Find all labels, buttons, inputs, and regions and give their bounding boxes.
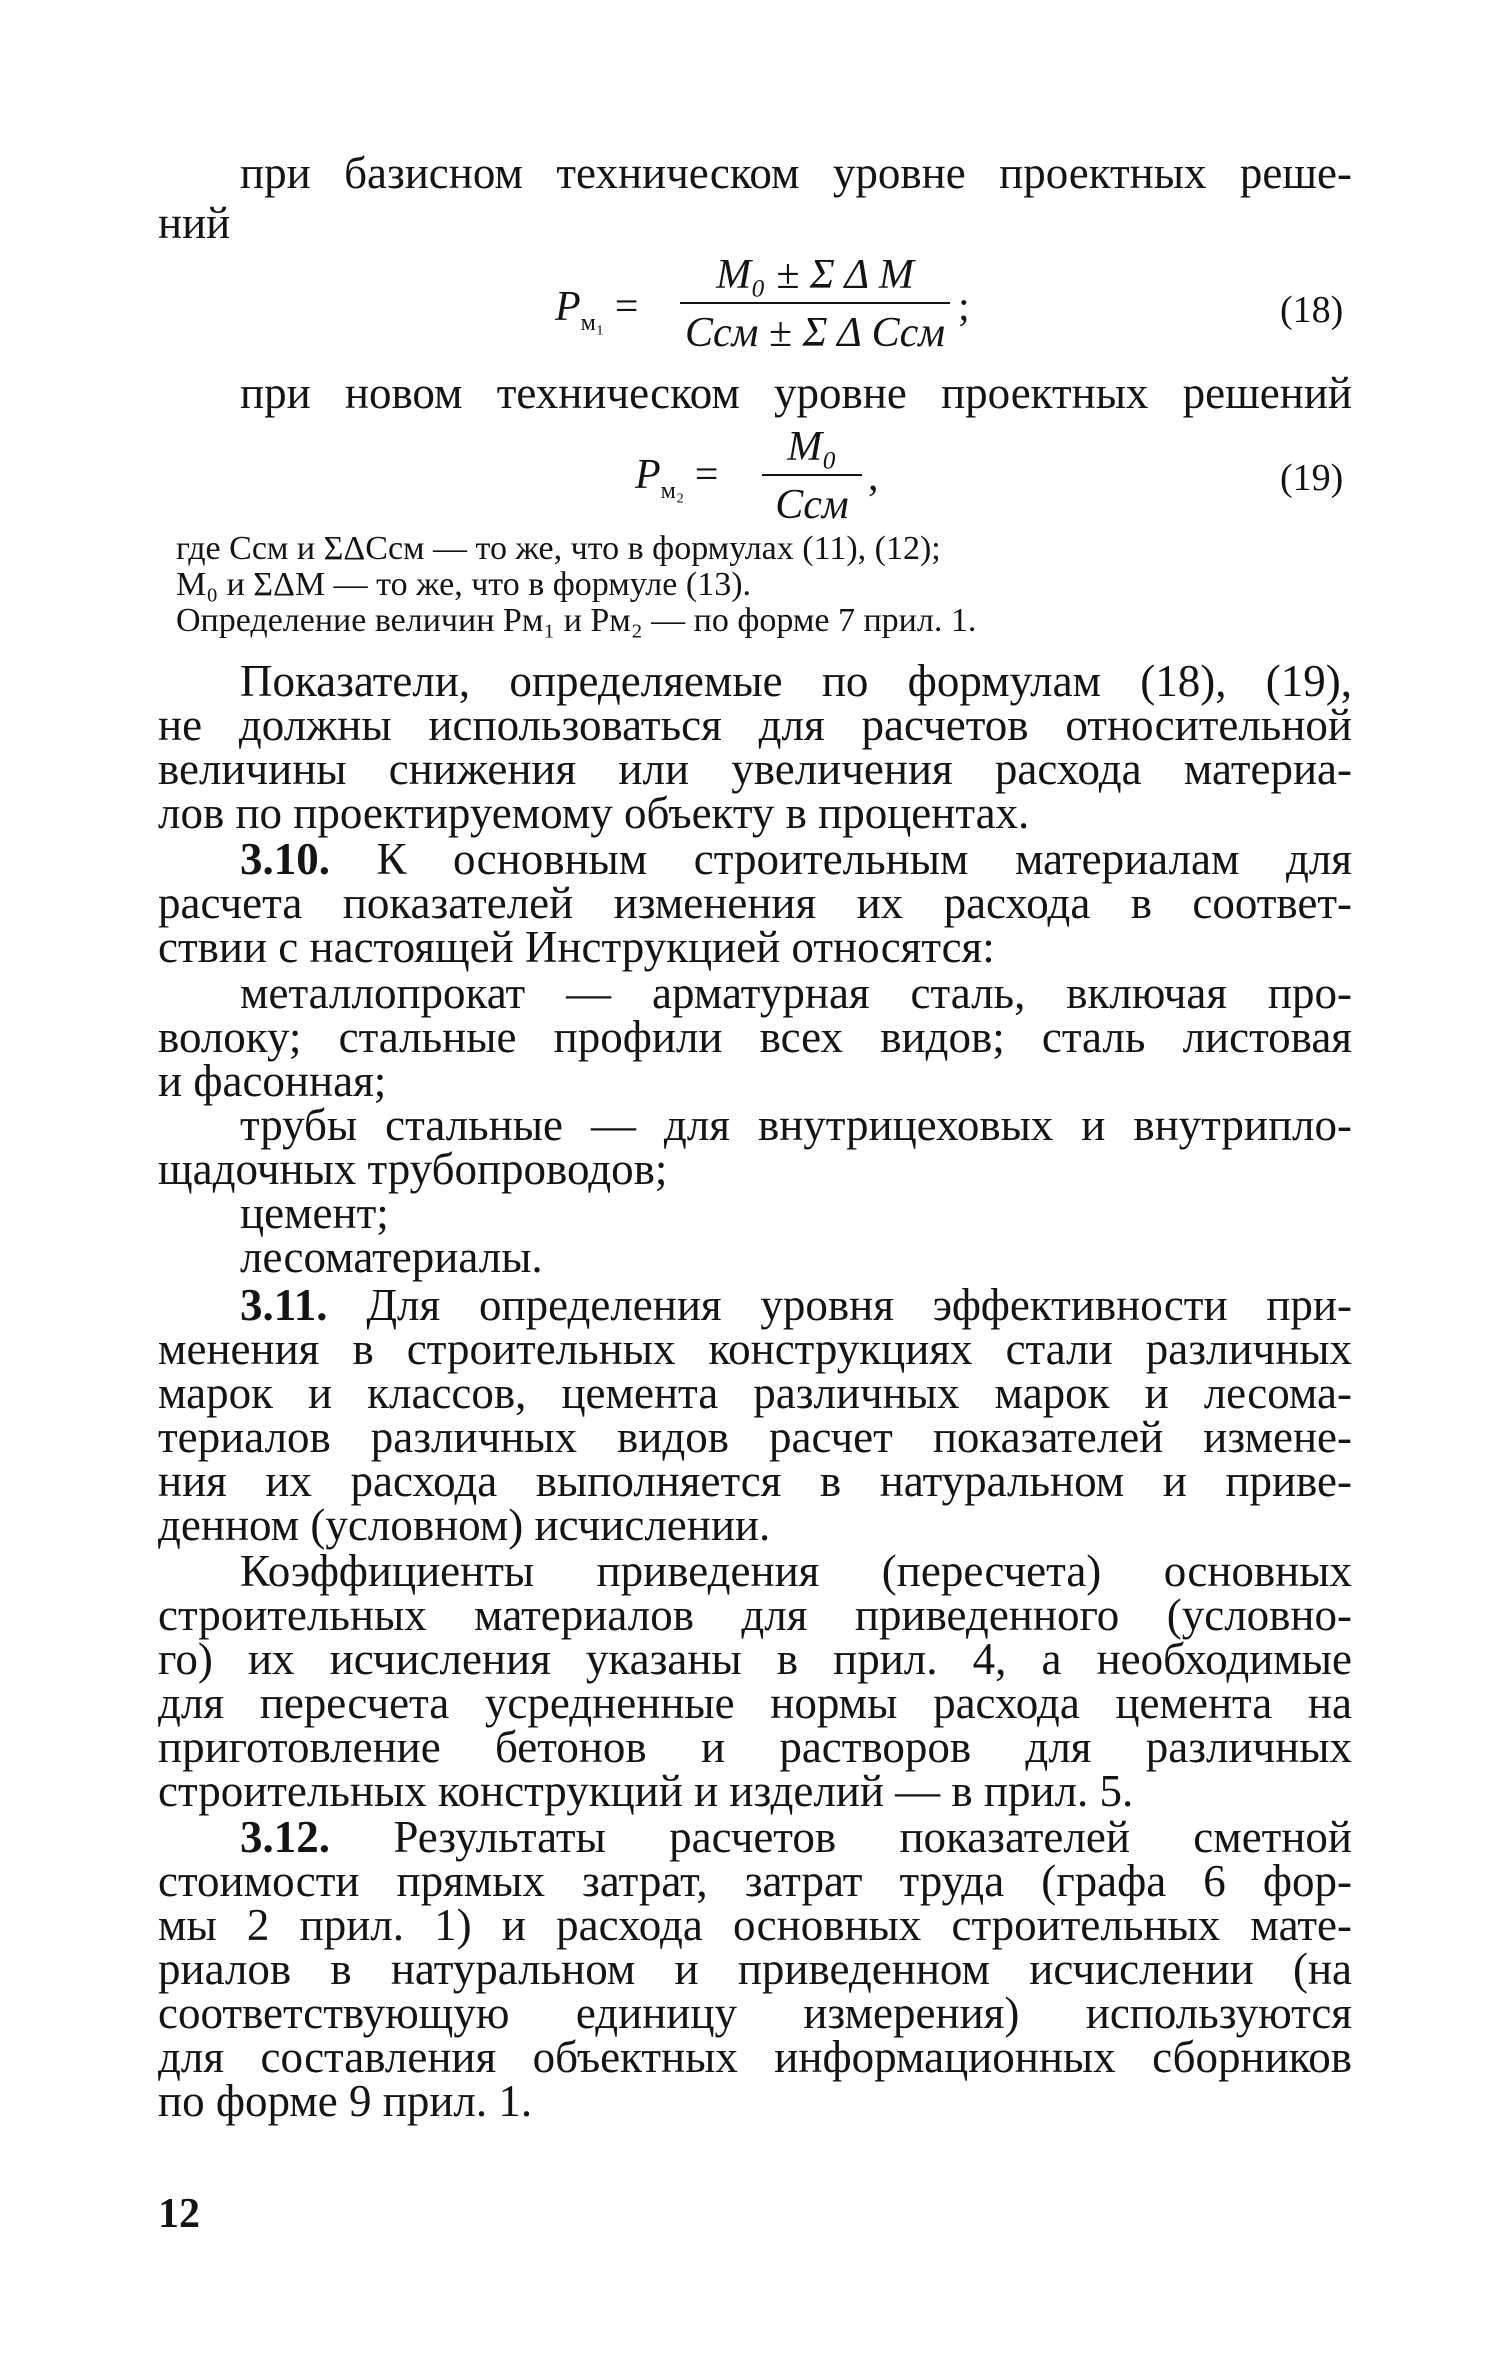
list-line-2: волоку; стальные профили всех видов; сталь листовая xyxy=(158,1012,1352,1062)
para1-line-1: Показатели, определяемые по формулам (18), (19), xyxy=(240,656,1352,706)
note-line-1: где Cсм и ΣΔCсм — то же, что в формулах (11), (12); xyxy=(176,530,941,567)
formula-19-sub: м₂ xyxy=(660,478,685,504)
formula-18-sub: м₁ xyxy=(580,310,605,336)
formula-19-punct: , xyxy=(868,454,879,500)
formula-18-p: P xyxy=(555,284,581,330)
formula-19-fraction xyxy=(762,424,862,528)
formula-18-lhs xyxy=(555,284,638,336)
section-number-3-10: 3.10. xyxy=(240,834,330,884)
para-3-12-line-5: соответствующую единицу измерения) используются xyxy=(158,1988,1352,2038)
formula-19-denominator: Cсм xyxy=(775,482,849,528)
para-3-12-line-1 xyxy=(240,1812,1352,1862)
para1-line-2: не должны использоваться для расчетов относительной xyxy=(158,700,1352,750)
para4-line-5: приготовление бетонов и растворов для различных xyxy=(158,1722,1352,1772)
para-3-11-line-4: териалов различных видов расчет показателей измене- xyxy=(158,1412,1352,1462)
section-number-3-12: 3.12. xyxy=(240,1812,330,1862)
para4-line-2: строительных материалов для приведенного (условно- xyxy=(158,1590,1352,1640)
para-3-11-first: Для определения уровня эффективности при- xyxy=(366,1280,1352,1330)
para-3-10-line-3: ствии с настоящей Инструкцией относятся: xyxy=(158,922,995,972)
para-3-10-line-1 xyxy=(240,834,1352,884)
para-3-12-first: Результаты расчетов показателей сметной xyxy=(393,1812,1352,1862)
formula-18-number: (18) xyxy=(1280,289,1344,331)
list-line-4: трубы стальные — для внутрицеховых и внутрипло- xyxy=(240,1100,1352,1150)
intro-line-3: при новом техническом уровне проектных решений xyxy=(240,368,1352,418)
formula-19-number: (19) xyxy=(1280,457,1344,499)
para-3-11-line-5: ния их расхода выполняется в натуральном и приве- xyxy=(158,1456,1352,1506)
intro-line-1: при базисном техническом уровне проектных реше- xyxy=(240,148,1352,198)
formula-19-p: P xyxy=(635,452,661,498)
para-3-11-line-2: менения в строительных конструкциях стали различных xyxy=(158,1324,1352,1374)
list-line-6: цемент; xyxy=(240,1188,389,1238)
para-3-12-line-2: стоимости прямых затрат, затрат труда (графа 6 фор- xyxy=(158,1856,1352,1906)
para-3-11-line-3: марок и классов, цемента различных марок и лесома- xyxy=(158,1368,1352,1418)
para-3-12-line-6: для составления объектных информационных сборников xyxy=(158,2032,1352,2082)
para4-line-6: строительных конструкций и изделий — в прил. 5. xyxy=(158,1766,1134,1816)
formula-18-fraction xyxy=(680,252,950,356)
formula-19-numerator: M₀ xyxy=(787,424,837,470)
para-3-11-line-6: денном (условном) исчислении. xyxy=(158,1500,771,1550)
formula-19-lhs xyxy=(635,452,718,504)
para-3-11-line-1 xyxy=(240,1280,1352,1330)
formula-18-eq: = xyxy=(614,284,639,330)
list-line-7: лесоматериалы. xyxy=(240,1232,543,1282)
list-line-3: и фасонная; xyxy=(158,1056,387,1106)
para4-line-3: го) их исчисления указаны в прил. 4, а необходимые xyxy=(158,1634,1352,1684)
formula-18-denominator: Cсм ± Σ Δ Cсм xyxy=(684,310,946,356)
note-line-2: M₀ и ΣΔM — то же, что в формуле (13). xyxy=(176,566,752,603)
para-3-12-line-4: риалов в натуральном и приведенном исчислении (на xyxy=(158,1944,1352,1994)
para4-line-4: для пересчета усредненные нормы расхода цемента на xyxy=(158,1678,1352,1728)
formula-18-bar xyxy=(680,302,950,304)
para1-line-4: лов по проектируемому объекту в процентах. xyxy=(158,788,1030,838)
formula-19-bar xyxy=(762,474,862,476)
formula-18-punct: ; xyxy=(958,284,970,330)
para-3-12-line-7: по форме 9 прил. 1. xyxy=(158,2076,533,2126)
list-line-5: щадочных трубопроводов; xyxy=(158,1144,668,1194)
formula-18-numerator: M₀ ± Σ Δ M xyxy=(716,252,914,298)
section-number-3-11: 3.11. xyxy=(240,1280,328,1330)
page-number: 12 xyxy=(158,2191,200,2237)
para-3-12-line-3: мы 2 прил. 1) и расхода основных строительных мате- xyxy=(158,1900,1352,1950)
para4-line-1: Коэффициенты приведения (пересчета) основных xyxy=(240,1546,1352,1596)
formula-19-eq: = xyxy=(694,452,719,498)
note-line-3: Определение величин Pм₁ и Pм₂ — по форме 7 прил. 1. xyxy=(176,602,977,639)
para1-line-3: величины снижения или увеличения расхода материа- xyxy=(158,744,1352,794)
para-3-10-first: К основным строительным материалам для xyxy=(376,834,1352,884)
list-line-1: металлопрокат — арматурная сталь, включая про- xyxy=(240,968,1352,1018)
intro-line-2: ний xyxy=(158,198,231,248)
para-3-10-line-2: расчета показателей изменения их расхода в соответ- xyxy=(158,878,1352,928)
